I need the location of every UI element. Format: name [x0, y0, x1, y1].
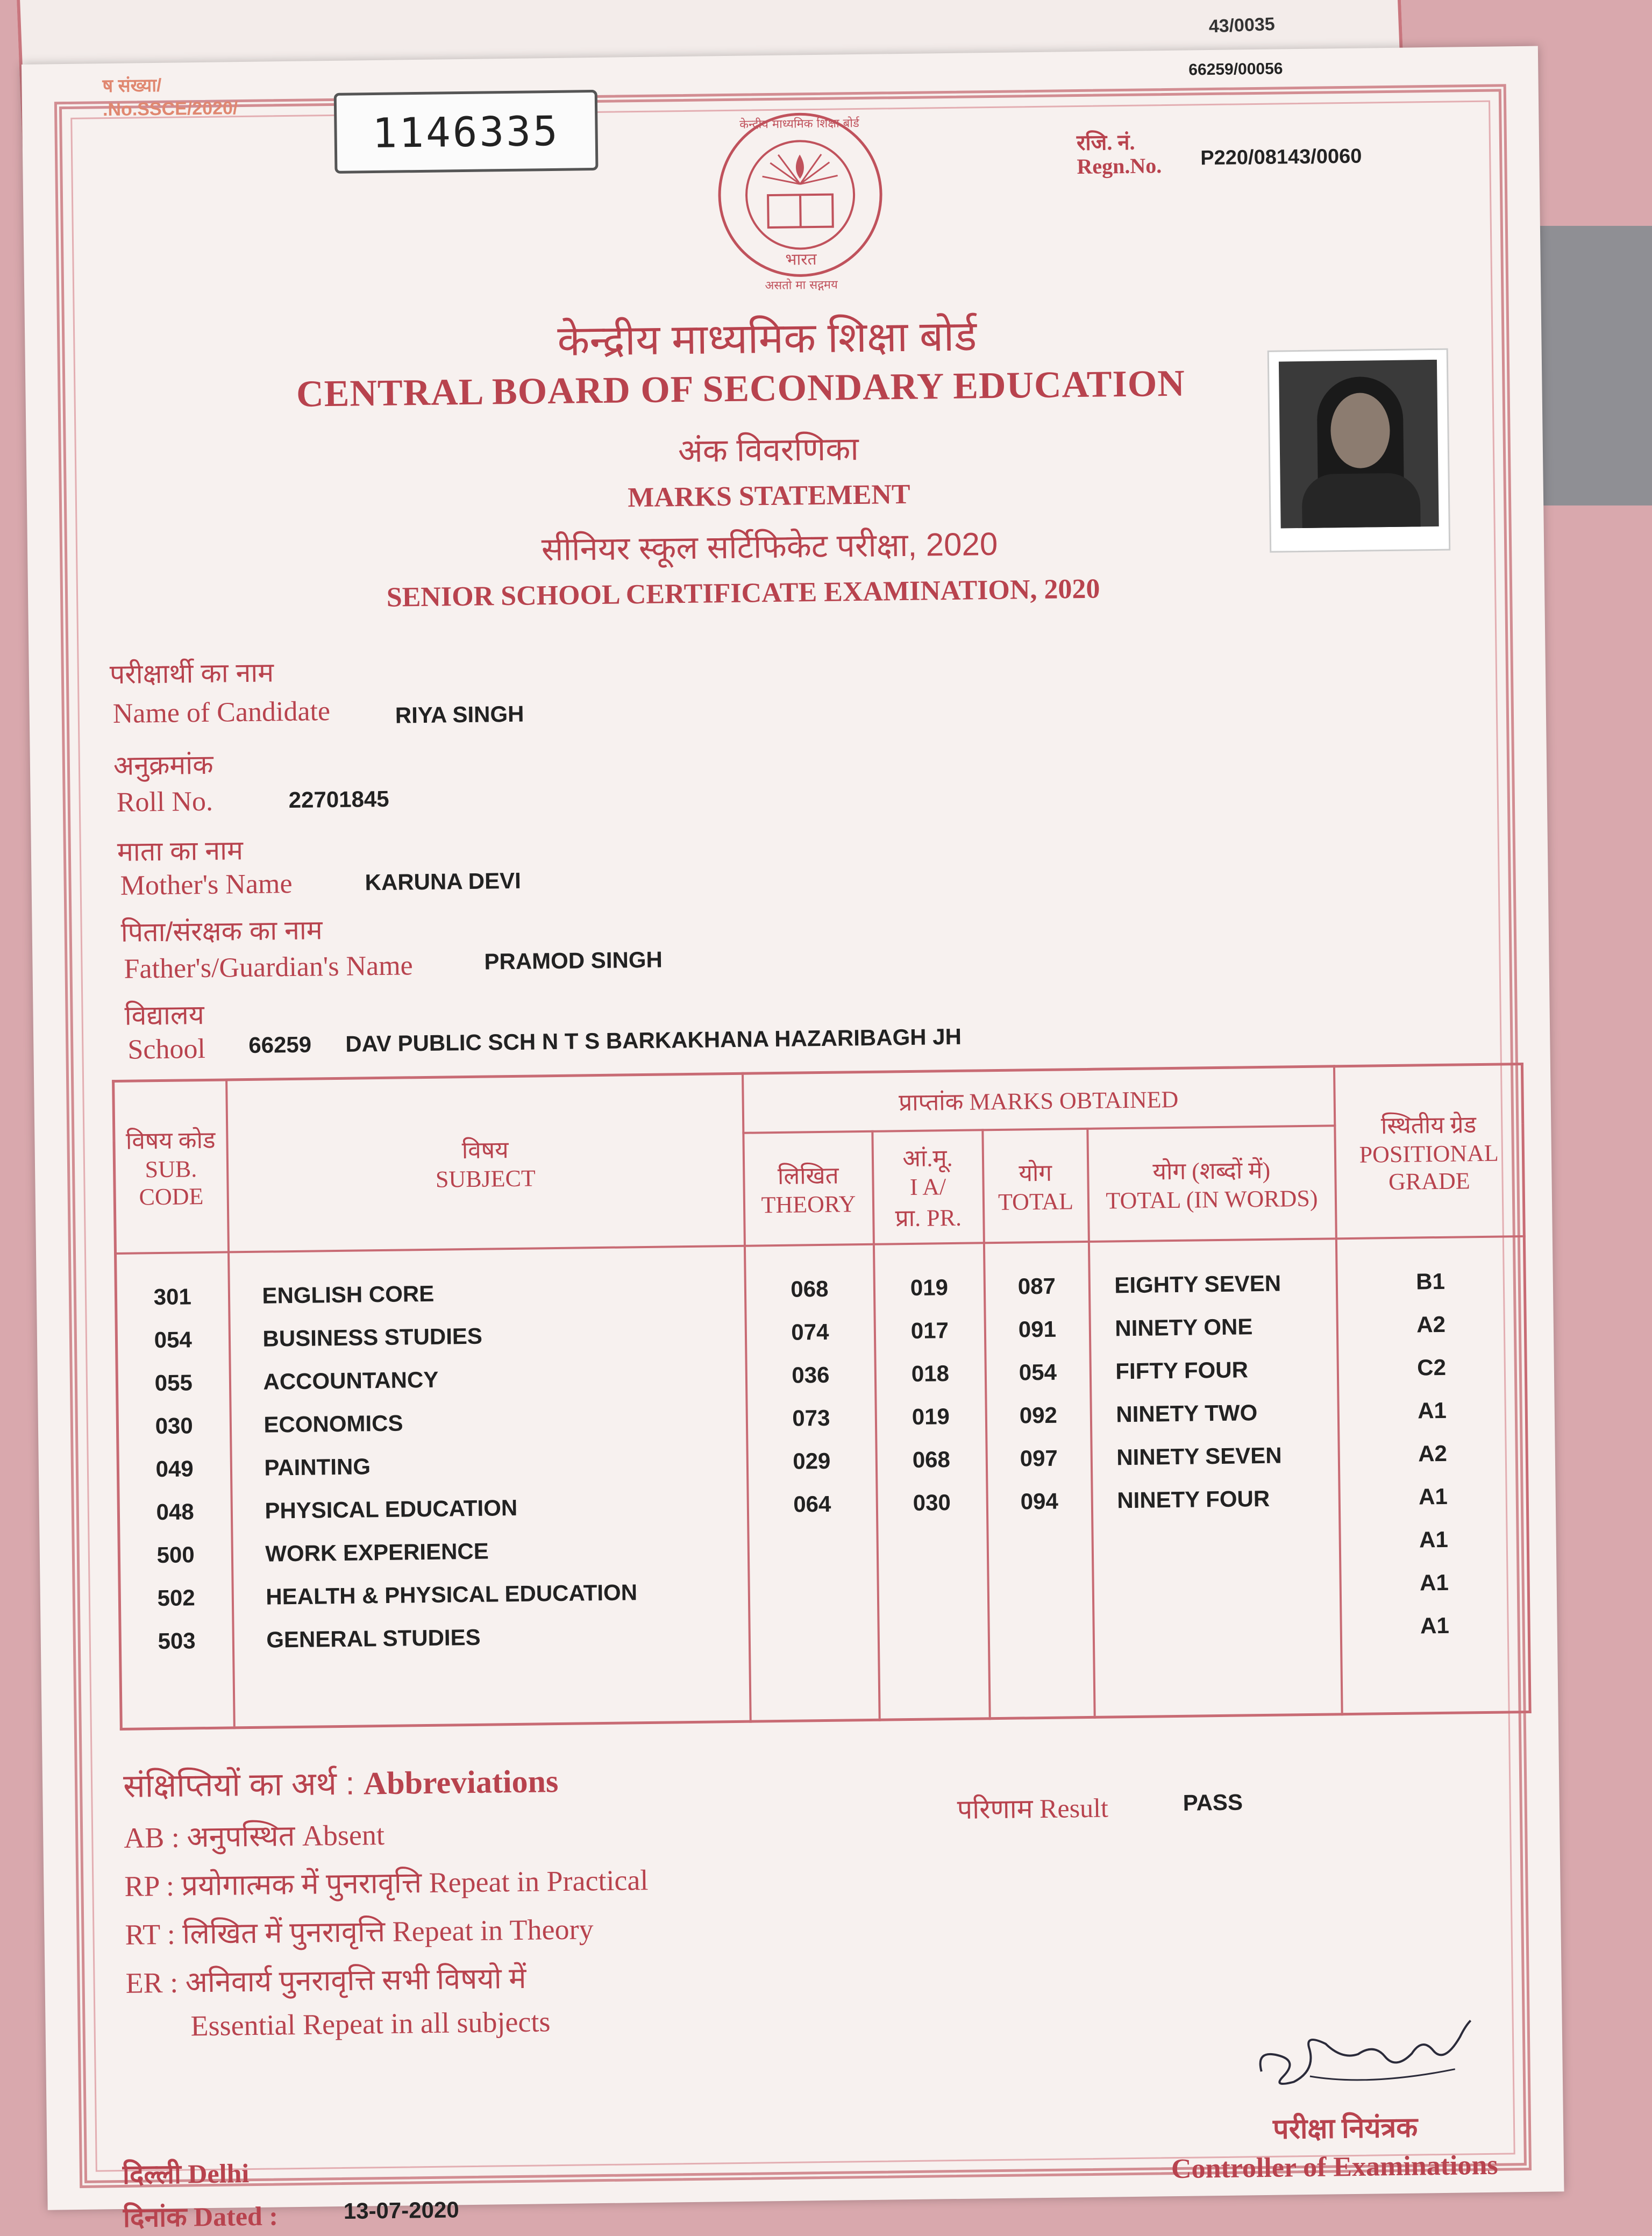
table-cell: PAINTING [264, 1453, 371, 1480]
subtitle: MARKS STATEMENT [627, 479, 910, 514]
abbreviations-heading [123, 1757, 559, 1807]
table-cell: 017 [910, 1317, 949, 1343]
table-cell: 097 [1020, 1445, 1058, 1471]
table-cell: 087 [1017, 1273, 1056, 1299]
table-cell: HEALTH & PHYSICAL EDUCATION [266, 1579, 638, 1610]
table-cell: B1 [1415, 1268, 1446, 1294]
table-cell: 029 [792, 1448, 831, 1474]
header-marks-obtained: प्राप्तांक MARKS OBTAINED [743, 1066, 1335, 1133]
table-cell: 019 [912, 1403, 950, 1429]
marks-statement-sheet [22, 46, 1564, 2233]
table-cell: A2 [1416, 1311, 1446, 1337]
issue-date: 13-07-2020 [343, 2197, 459, 2224]
dated-label [123, 2196, 278, 2235]
header-ia-label-2: प्रा. PR. [895, 1204, 962, 1232]
header-grade [1334, 1064, 1524, 1238]
exam-hindi: सीनियर स्कूल सर्टिफिकेट परीक्षा, 2020 [541, 525, 998, 568]
header-theory-label: THEORY [761, 1191, 856, 1219]
table-cell: 048 [156, 1498, 194, 1525]
ia-column [873, 1243, 989, 1720]
header-total-hindi: योग [1019, 1159, 1052, 1187]
mother-label-hindi: माता का नाम [117, 835, 244, 867]
mother-label: Mother's Name [120, 868, 293, 901]
table-cell: A1 [1418, 1483, 1448, 1509]
subject-column [229, 1245, 751, 1728]
header-subject-hindi: विषय [461, 1137, 509, 1164]
serial-prefix: ष संख्या/ .No.SSCE/2020/ [102, 75, 238, 120]
emblem-bharat: भारत [785, 250, 817, 269]
table-cell: 019 [910, 1274, 949, 1300]
school-code: 66259 [248, 1031, 312, 1058]
candidate-photo [1268, 348, 1451, 553]
header-theory [743, 1131, 874, 1245]
roll-number: 22701845 [288, 786, 389, 813]
table-cell: 030 [155, 1412, 194, 1439]
header-ia-label: I A/ [909, 1173, 946, 1200]
emblem-text: केन्द्रीय माध्यमिक शिक्षा बोर्ड [739, 116, 859, 132]
header-total [982, 1128, 1089, 1242]
table-cell: BUSINESS STUDIES [262, 1323, 483, 1351]
table-cell: NINETY SEVEN [1116, 1442, 1282, 1470]
header-words-label: TOTAL (IN WORDS) [1106, 1185, 1318, 1214]
abbrev-er-2: Essential Repeat in all subjects [190, 2005, 551, 2042]
marks-table [112, 1063, 1532, 1731]
result-label-english: Result [1039, 1792, 1109, 1824]
serial-number: 1146335 [334, 90, 599, 174]
mother-name: KARUNA DEVI [365, 867, 522, 895]
table-cell: EIGHTY SEVEN [1114, 1270, 1281, 1298]
table-cell: NINETY TWO [1116, 1399, 1258, 1427]
table-cell: 055 [154, 1369, 193, 1395]
header-subject-label: SUBJECT [435, 1165, 536, 1193]
table-cell: ENGLISH CORE [262, 1280, 435, 1308]
table-cell: 049 [155, 1455, 194, 1482]
theory-column [744, 1244, 879, 1721]
back-sheet-number: 43/0035 [1208, 13, 1276, 37]
header-code [113, 1080, 229, 1254]
table-cell: 068 [791, 1276, 829, 1302]
header-subject [226, 1073, 745, 1252]
table-cell: C2 [1416, 1354, 1447, 1380]
header-total-words [1087, 1126, 1336, 1242]
abbrev-rt: RT : लिखित में पुनरावृत्ति Repeat in Theory [125, 1913, 594, 1951]
header-grade-hindi: स्थितीय ग्रेड [1380, 1111, 1477, 1140]
words-column [1088, 1238, 1342, 1718]
header-ia-hindi: आं.मू. [902, 1144, 953, 1172]
table-cell: WORK EXPERIENCE [265, 1538, 489, 1566]
table-cell: A1 [1419, 1526, 1449, 1552]
school-label-hindi: विद्यालय [124, 999, 205, 1031]
table-cell: NINETY ONE [1115, 1313, 1253, 1341]
result-label [957, 1789, 1108, 1827]
place-hindi: दिल्ली [122, 2159, 182, 2190]
dated-label-english: Dated : [193, 2201, 279, 2232]
header-grade-label-2: GRADE [1388, 1167, 1470, 1195]
result-label-hindi: परिणाम [957, 1793, 1033, 1825]
abbreviations-heading-hindi: संक्षिप्तियों का अर्थ : [123, 1765, 355, 1804]
place-english: Delhi [188, 2158, 250, 2189]
table-cell: A1 [1419, 1569, 1449, 1595]
father-label-hindi: पिता/संरक्षक का नाम [120, 915, 323, 948]
table-cell: ECONOMICS [264, 1410, 403, 1437]
school-label: School [127, 1033, 206, 1065]
father-name: PRAMOD SINGH [484, 946, 663, 974]
header-code-label: SUB. CODE [139, 1155, 204, 1210]
title-hindi: केन्द्रीय माध्यमिक शिक्षा बोर्ड [557, 312, 977, 365]
abbrev-rp: RP : प्रयोगात्मक में पुनरावृत्ति Repeat in Practical [124, 1864, 649, 1903]
table-cell: 018 [911, 1360, 950, 1386]
header-words-hindi: योग (शब्दों में) [1152, 1157, 1271, 1185]
table-cell: 073 [792, 1405, 830, 1431]
table-cell: ACCOUNTANCY [263, 1366, 439, 1394]
table-cell: 036 [792, 1362, 830, 1388]
table-cell: PHYSICAL EDUCATION [265, 1494, 518, 1523]
table-cell: 054 [154, 1326, 193, 1352]
exam-title: SENIOR SCHOOL CERTIFICATE EXAMINATION, 2020 [386, 573, 1100, 613]
roll-label: Roll No. [116, 786, 213, 818]
table-cell: 092 [1019, 1402, 1058, 1428]
dated-label-hindi: दिनांक [123, 2202, 187, 2233]
grade-column [1336, 1236, 1530, 1714]
table-cell: 503 [158, 1627, 196, 1654]
title: CENTRAL BOARD OF SECONDARY EDUCATION [296, 362, 1186, 415]
school-name: DAV PUBLIC SCH N T S BARKAKHANA HAZARIBAGH JH [345, 1023, 962, 1057]
table-cell: 064 [793, 1491, 831, 1517]
abbrev-ab: AB : अनुपस्थित Absent [123, 1819, 385, 1854]
table-cell: A2 [1418, 1440, 1448, 1466]
abbrev-er: ER : अनिवार्य पुनरावृत्ति सभी विषयो में [125, 1962, 526, 1999]
table-cell: A1 [1420, 1612, 1450, 1638]
result-value: PASS [1183, 1789, 1243, 1815]
name-label: Name of Candidate [112, 696, 331, 730]
table-cell: NINETY FOUR [1116, 1485, 1270, 1513]
total-column [984, 1241, 1094, 1718]
table-cell: 091 [1018, 1316, 1057, 1342]
table-cell: A1 [1417, 1397, 1447, 1423]
code-column [116, 1252, 234, 1729]
table-cell: 030 [913, 1489, 951, 1515]
controller-hindi: परीक्षा नियंत्रक [1272, 2112, 1418, 2145]
table-cell: 074 [791, 1319, 829, 1345]
father-label: Father's/Guardian's Name [124, 950, 414, 985]
candidate-name: RIYA SINGH [395, 701, 524, 728]
emblem-motto: असतो मा सद्गमय [765, 278, 838, 293]
regn-label: Regn.No. [1077, 153, 1162, 179]
table-cell: FIFTY FOUR [1115, 1356, 1249, 1384]
place [123, 2154, 250, 2192]
subtitle-hindi: अंक विवरणिका [678, 431, 859, 469]
abbreviations-heading-label: Abbreviations [363, 1763, 559, 1801]
table-cell: 500 [156, 1541, 195, 1568]
header-ia [872, 1130, 984, 1244]
controller-title: Controller of Examinations [1171, 2149, 1498, 2185]
table-cell: GENERAL STUDIES [266, 1624, 481, 1653]
table-cell: 094 [1020, 1488, 1059, 1514]
name-label-hindi: परीक्षार्थी का नाम [109, 657, 274, 690]
document-code: 66259/00056 [1188, 60, 1283, 79]
header-grade-label: POSITIONAL [1359, 1140, 1499, 1168]
table-cell: 068 [912, 1446, 951, 1472]
header-total-label: TOTAL [998, 1188, 1074, 1215]
header-theory-hindi: लिखित [777, 1162, 839, 1190]
cbse-emblem-icon [705, 102, 895, 303]
table-cell: 054 [1019, 1359, 1057, 1385]
table-cell: 502 [157, 1584, 195, 1611]
regn-number: P220/08143/0060 [1200, 145, 1362, 170]
regn-label-hindi: रजि. नं. [1076, 130, 1135, 155]
table-cell: 301 [153, 1283, 192, 1309]
controller-signature [1250, 2004, 1482, 2104]
header-code-hindi: विषय कोड [125, 1127, 216, 1155]
roll-label-hindi: अनुक्रमांक [113, 749, 213, 781]
